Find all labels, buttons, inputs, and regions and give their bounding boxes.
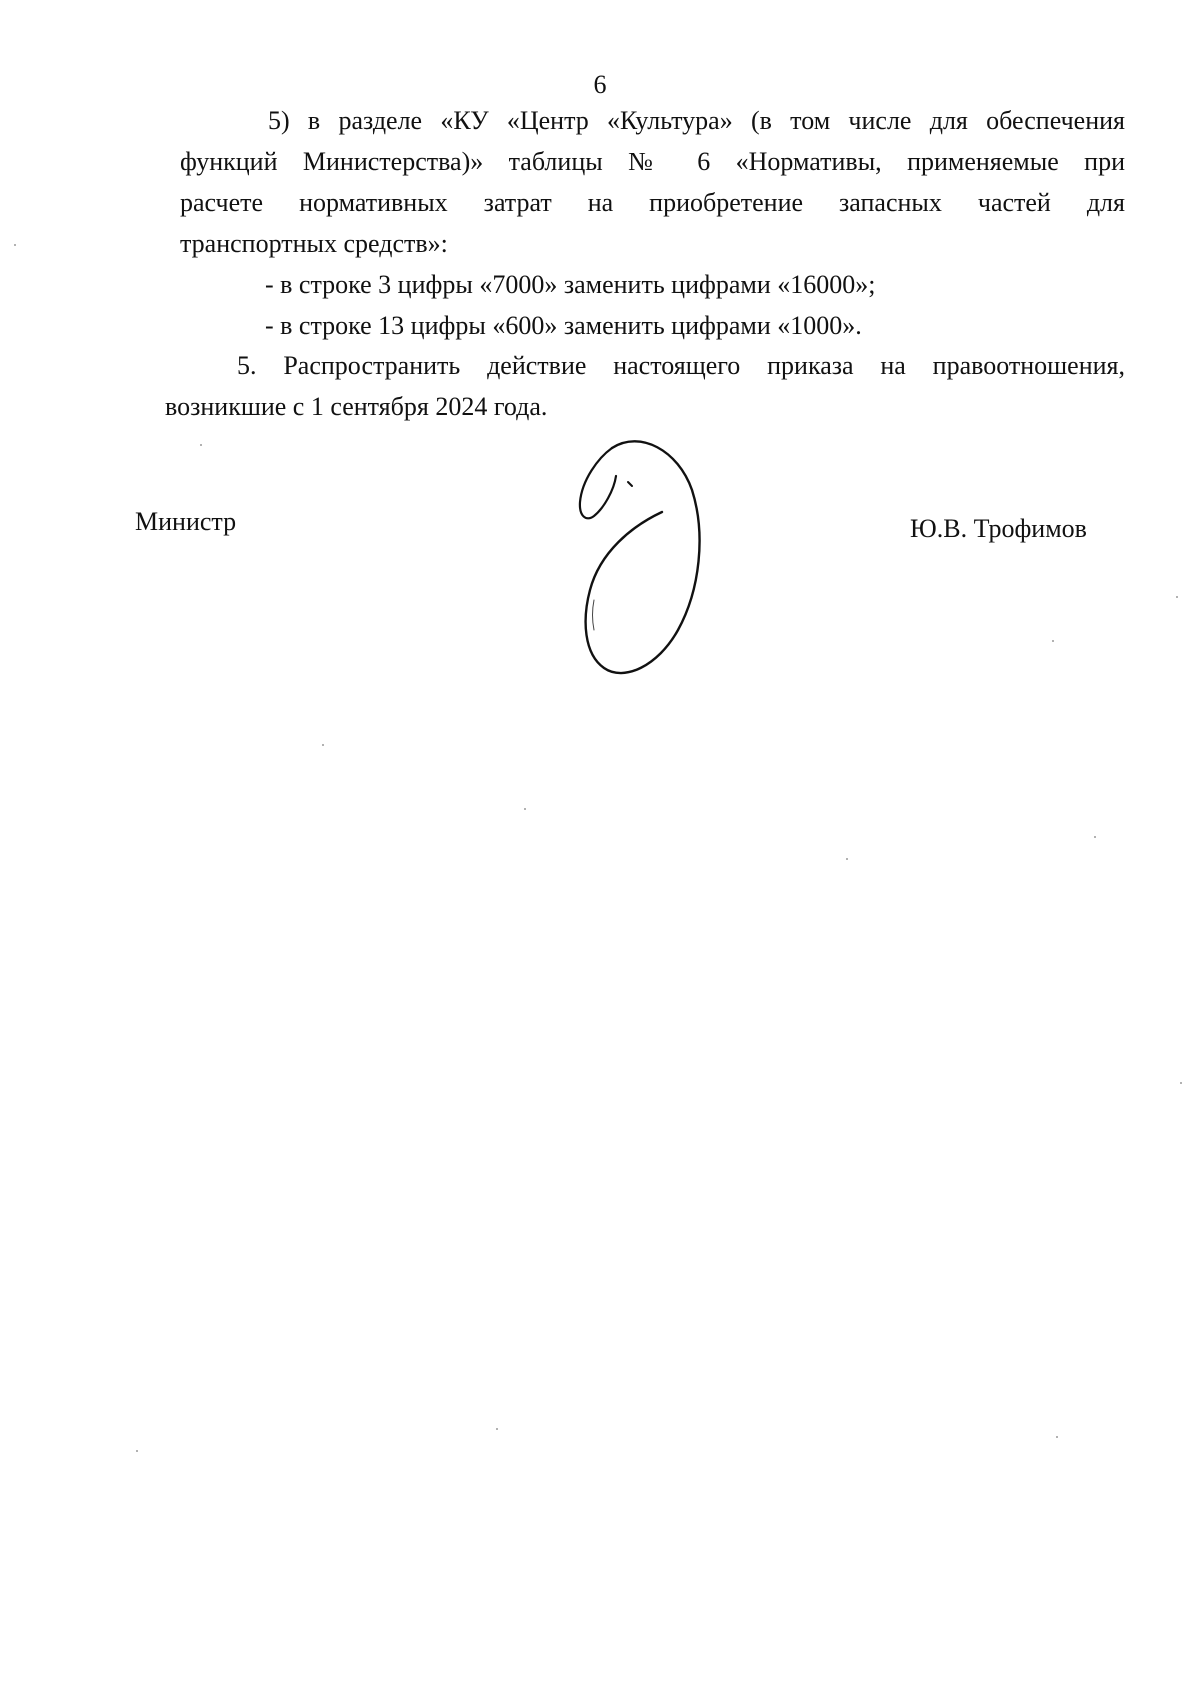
scan-speck	[322, 744, 324, 746]
scan-speck	[846, 858, 848, 860]
scan-speck	[496, 1428, 498, 1430]
scan-speck	[1180, 1082, 1182, 1084]
paragraph-line: возникшие с 1 сентября 2024 года.	[165, 392, 548, 421]
signatory-name: Ю.В. Трофимов	[910, 514, 1087, 543]
scan-speck	[1052, 640, 1054, 642]
handwritten-signature-icon	[560, 430, 730, 680]
paragraph-line: 5. Распространить действие настоящего приказа на правоотношения,	[237, 351, 1125, 380]
bullet-row-13-change: - в строке 13 цифры «600» заменить цифрами «1000».	[265, 311, 862, 340]
scan-speck	[524, 808, 526, 810]
paragraph-line: расчете нормативных затрат на приобретение запасных частей для	[180, 188, 1125, 217]
scan-speck	[1176, 596, 1178, 598]
paragraph-line: транспортных средств»:	[180, 229, 448, 258]
scan-speck	[136, 1450, 138, 1452]
scan-speck	[1094, 836, 1096, 838]
page-number: 6	[593, 70, 607, 99]
point-5-paragraph	[165, 345, 1125, 427]
bullet-row-3-change: - в строке 3 цифры «7000» заменить цифрами «16000»;	[265, 270, 876, 299]
scan-speck	[200, 444, 202, 446]
paragraph-line: функций Министерства)» таблицы № 6 «Нормативы, применяемые при	[180, 147, 1125, 176]
paragraph-line: 5) в разделе «КУ «Центр «Культура» (в том числе для обеспечения	[268, 106, 1125, 135]
signatory-title: Министр	[135, 507, 237, 536]
scan-speck	[1056, 1436, 1058, 1438]
amendment-item-5	[180, 100, 1125, 264]
scan-speck	[14, 244, 16, 246]
